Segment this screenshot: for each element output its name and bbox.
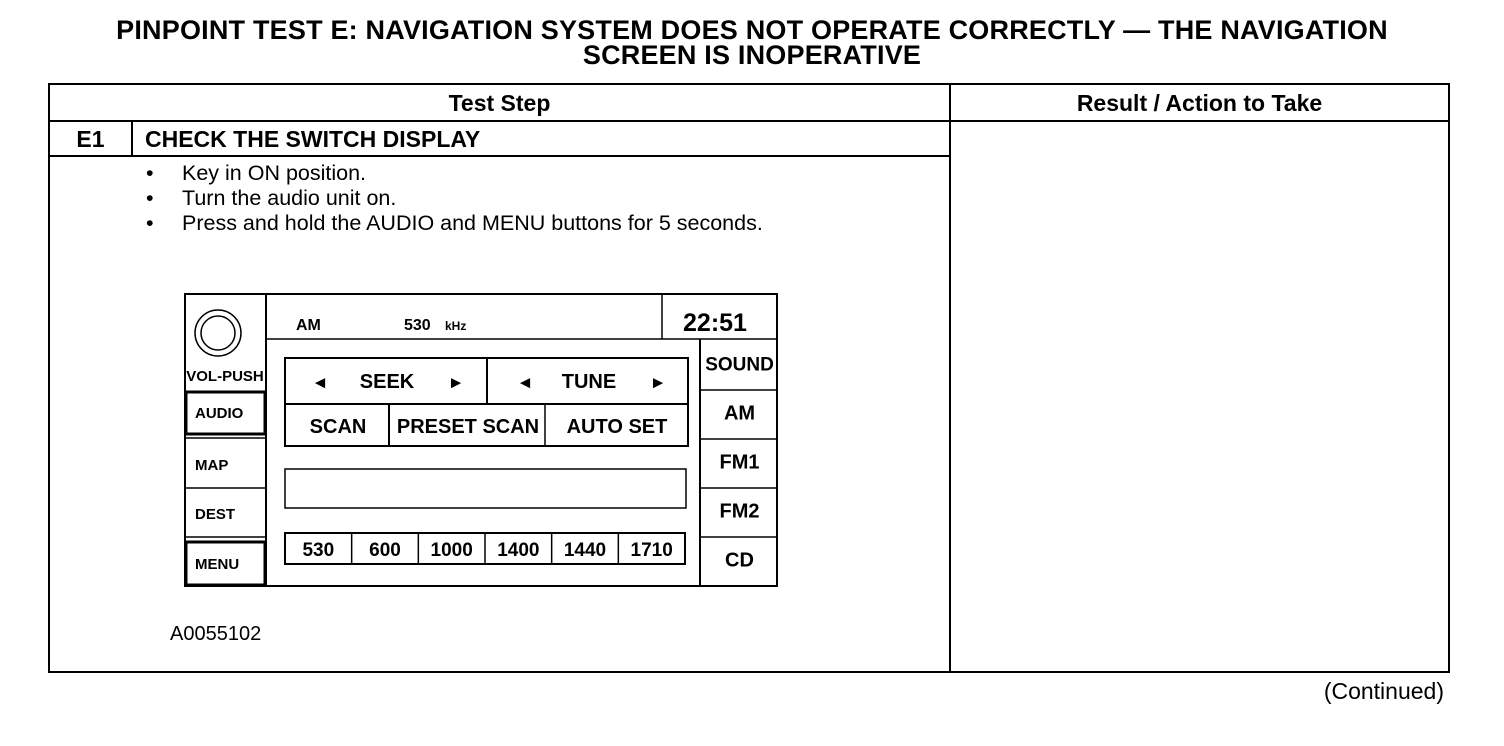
header-divider — [50, 120, 1448, 122]
preset-button-1440[interactable]: 1440 — [563, 540, 607, 561]
seek-button[interactable] — [312, 371, 465, 393]
title-line-2: SCREEN IS INOPERATIVE — [582, 40, 922, 70]
map-button[interactable]: MAP — [195, 457, 229, 474]
dest-button[interactable]: DEST — [195, 506, 236, 523]
preset-scan-button[interactable]: PRESET SCAN — [396, 416, 540, 438]
title-line-1: PINPOINT TEST E: NAVIGATION SYSTEM DOES NOT OPERATE CORRECTLY — THE NAVIGATION — [116, 15, 1388, 45]
preset-labels — [302, 540, 672, 561]
preset-button-1400[interactable]: 1400 — [497, 540, 540, 561]
seek-right-icon[interactable]: ► — [447, 373, 465, 392]
column-divider — [949, 85, 951, 671]
figure-id: A0055102 — [170, 623, 262, 645]
right-button-column — [700, 355, 777, 572]
list-item: • Turn the audio unit on. — [146, 186, 397, 210]
tune-right-icon[interactable]: ► — [649, 373, 667, 392]
bullet-icon: • — [146, 211, 154, 235]
frequency-readout: 530 — [404, 317, 431, 334]
seek-label: SEEK — [359, 371, 415, 393]
page-title — [0, 15, 1504, 70]
list-item: • Key in ON position. — [146, 161, 367, 185]
audio-button-label: AUDIO — [195, 405, 244, 422]
header-result-action: Result / Action to Take — [1076, 90, 1323, 116]
preset-button-1000[interactable]: 1000 — [430, 540, 473, 561]
cd-button[interactable]: CD — [725, 549, 754, 572]
step-id: E1 — [76, 126, 105, 152]
audio-unit-illustration — [184, 293, 779, 588]
seek-left-icon[interactable]: ◄ — [311, 373, 329, 392]
am-button[interactable]: AM — [723, 402, 756, 425]
step-divider — [50, 155, 950, 157]
info-display-box — [285, 469, 686, 508]
bullet-icon: • — [146, 161, 154, 185]
continued-note: (Continued) — [1323, 678, 1444, 704]
clock-display: 22:51 — [683, 309, 747, 337]
list-item: • Press and hold the AUDIO and MENU buttons for 5 seconds. — [146, 211, 763, 235]
fm2-button[interactable]: FM2 — [719, 500, 760, 523]
tune-left-icon[interactable]: ◄ — [516, 373, 534, 392]
tune-label: TUNE — [561, 371, 617, 393]
menu-button-label: MENU — [195, 556, 240, 573]
band-indicator: AM — [296, 317, 321, 334]
volume-knob-label: VOL-PUSH — [186, 368, 264, 385]
step-id-divider — [131, 121, 133, 156]
header-test-step: Test Step — [448, 90, 551, 116]
bullet-icon: • — [146, 186, 154, 210]
sound-button[interactable]: SOUND — [705, 354, 774, 376]
volume-knob-icon[interactable] — [195, 310, 241, 356]
preset-button-530[interactable]: 530 — [302, 540, 335, 561]
step-instructions — [144, 161, 763, 236]
tune-button[interactable] — [517, 371, 667, 393]
preset-button-600[interactable]: 600 — [369, 540, 401, 561]
auto-set-button[interactable]: AUTO SET — [566, 416, 668, 438]
frequency-unit: kHz — [445, 319, 467, 333]
preset-button-1710[interactable]: 1710 — [630, 540, 673, 561]
scan-button[interactable]: SCAN — [309, 416, 367, 438]
fm1-button[interactable]: FM1 — [719, 451, 760, 474]
step-title: CHECK THE SWITCH DISPLAY — [145, 126, 481, 152]
volume-knob-inner-icon — [201, 316, 235, 350]
